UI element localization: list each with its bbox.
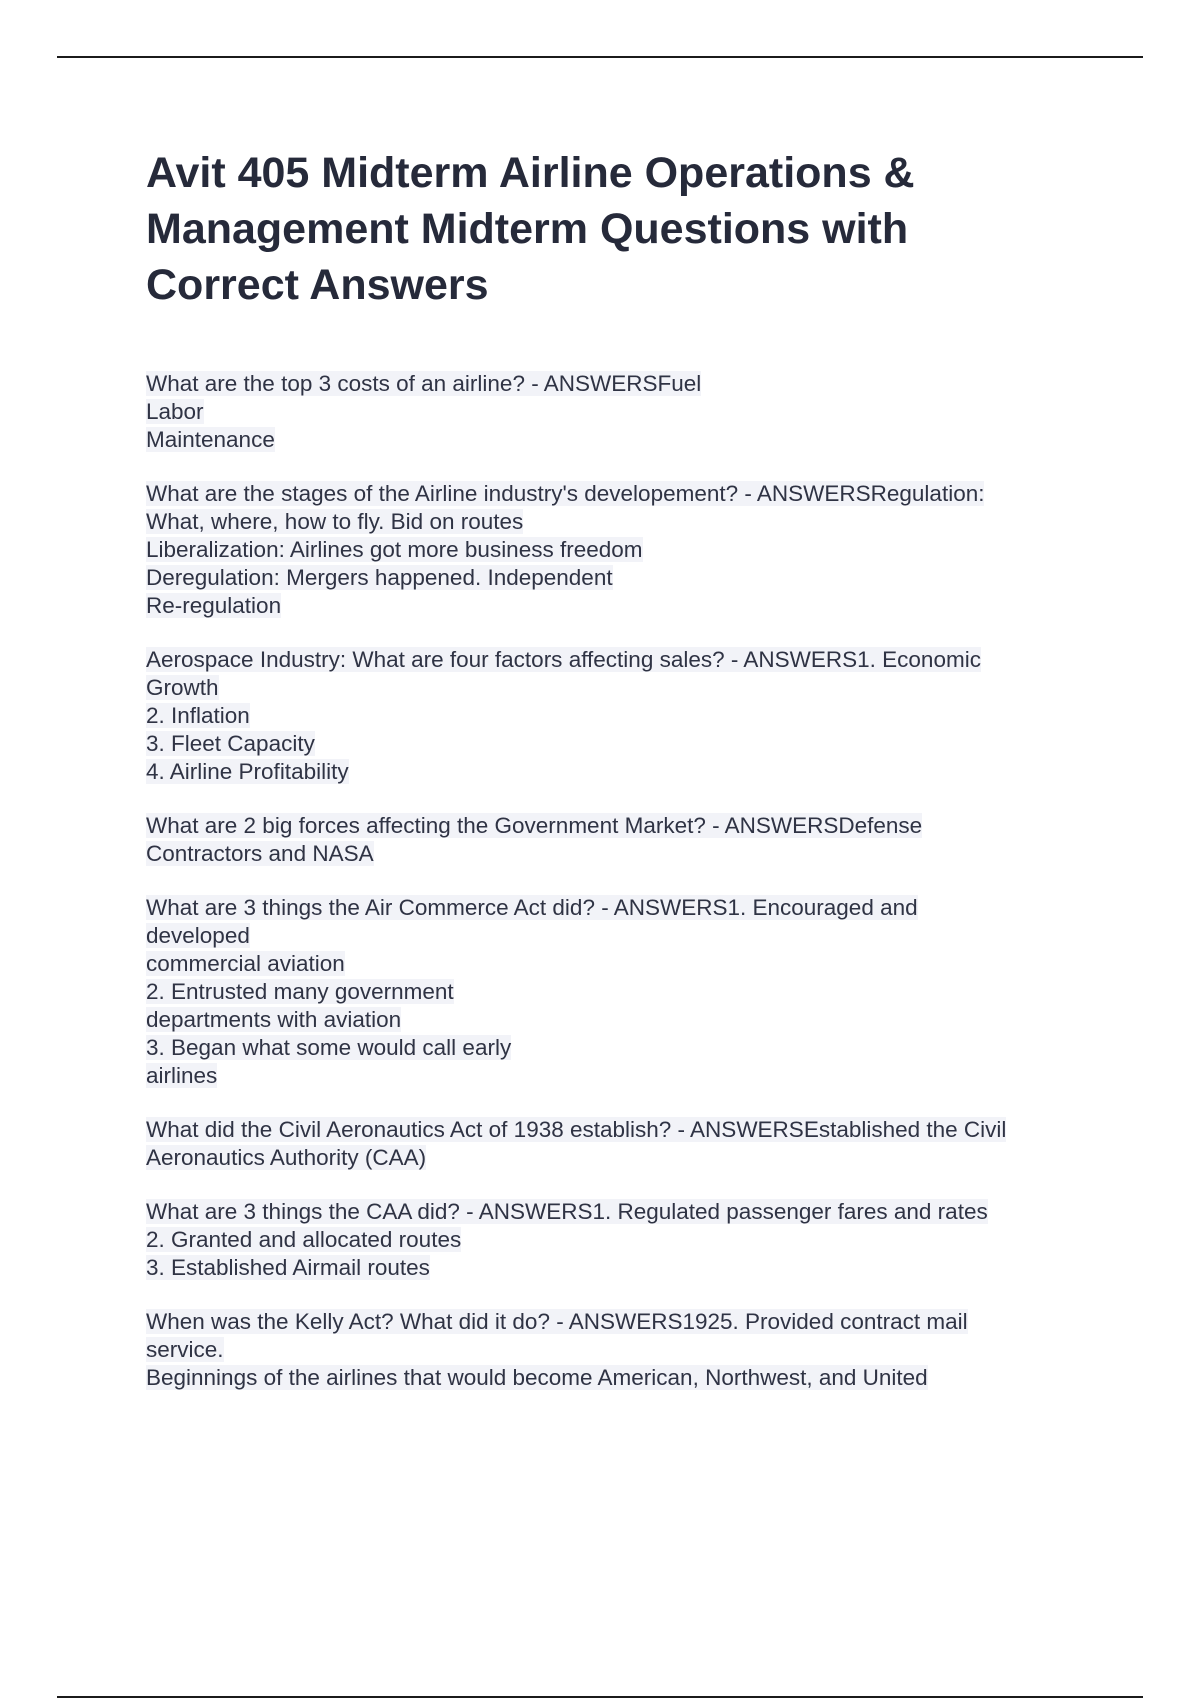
qa-text-line: Re-regulation	[146, 593, 282, 618]
qa-text-line: 2. Granted and allocated routes	[146, 1227, 462, 1252]
qa-item	[146, 1116, 1096, 1172]
qa-text-line: developed	[146, 923, 250, 948]
document-title	[146, 145, 1096, 313]
qa-text-line: Maintenance	[146, 427, 275, 452]
qa-text-line: Aerospace Industry: What are four factors affecting sales? - ANSWERS1. Economic	[146, 647, 981, 672]
qa-item	[146, 1198, 1096, 1282]
title-line: Management Midterm Questions with	[146, 205, 909, 253]
qa-text-line: What are the top 3 costs of an airline? - ANSWERSFuel	[146, 371, 702, 396]
qa-text-line: service.	[146, 1337, 224, 1362]
qa-text-line: 2. Entrusted many government	[146, 979, 454, 1004]
top-rule	[57, 56, 1143, 58]
document-body	[146, 145, 1096, 1418]
qa-text-line: 4. Airline Profitability	[146, 759, 349, 784]
qa-text-line: When was the Kelly Act? What did it do? - ANSWERS1925. Provided contract mail	[146, 1309, 968, 1334]
title-line: Correct Answers	[146, 261, 489, 309]
qa-item	[146, 812, 1096, 868]
qa-item	[146, 370, 1096, 454]
qa-text-line: Liberalization: Airlines got more business freedom	[146, 537, 643, 562]
qa-text-line: 2. Inflation	[146, 703, 250, 728]
qa-text-line: Growth	[146, 675, 219, 700]
title-line: Avit 405 Midterm Airline Operations &	[146, 149, 915, 197]
qa-text-line: commercial aviation	[146, 951, 345, 976]
qa-text-line: Aeronautics Authority (CAA)	[146, 1145, 427, 1170]
qa-text-line: What are 2 big forces affecting the Government Market? - ANSWERSDefense	[146, 813, 923, 838]
qa-text-line: 3. Established Airmail routes	[146, 1255, 430, 1280]
bottom-rule	[57, 1696, 1143, 1698]
qa-text-line: Beginnings of the airlines that would become American, Northwest, and United	[146, 1365, 928, 1390]
qa-text-line: What, where, how to fly. Bid on routes	[146, 509, 524, 534]
qa-list	[146, 370, 1096, 1392]
qa-text-line: airlines	[146, 1063, 218, 1088]
qa-item	[146, 1308, 1096, 1392]
qa-text-line: Labor	[146, 399, 204, 424]
qa-text-line: What are 3 things the Air Commerce Act did? - ANSWERS1. Encouraged and	[146, 895, 918, 920]
qa-text-line: What are the stages of the Airline industry's developement? - ANSWERSRegulation:	[146, 481, 985, 506]
qa-text-line: What did the Civil Aeronautics Act of 1938 establish? - ANSWERSEstablished the Civil	[146, 1117, 1007, 1142]
qa-text-line: departments with aviation	[146, 1007, 402, 1032]
qa-text-line: 3. Fleet Capacity	[146, 731, 315, 756]
qa-text-line: Contractors and NASA	[146, 841, 374, 866]
qa-item	[146, 646, 1096, 786]
qa-item	[146, 894, 1096, 1090]
qa-text-line: What are 3 things the CAA did? - ANSWERS1. Regulated passenger fares and rates	[146, 1199, 988, 1224]
qa-text-line: Deregulation: Mergers happened. Independent	[146, 565, 613, 590]
qa-item	[146, 480, 1096, 620]
qa-text-line: 3. Began what some would call early	[146, 1035, 512, 1060]
